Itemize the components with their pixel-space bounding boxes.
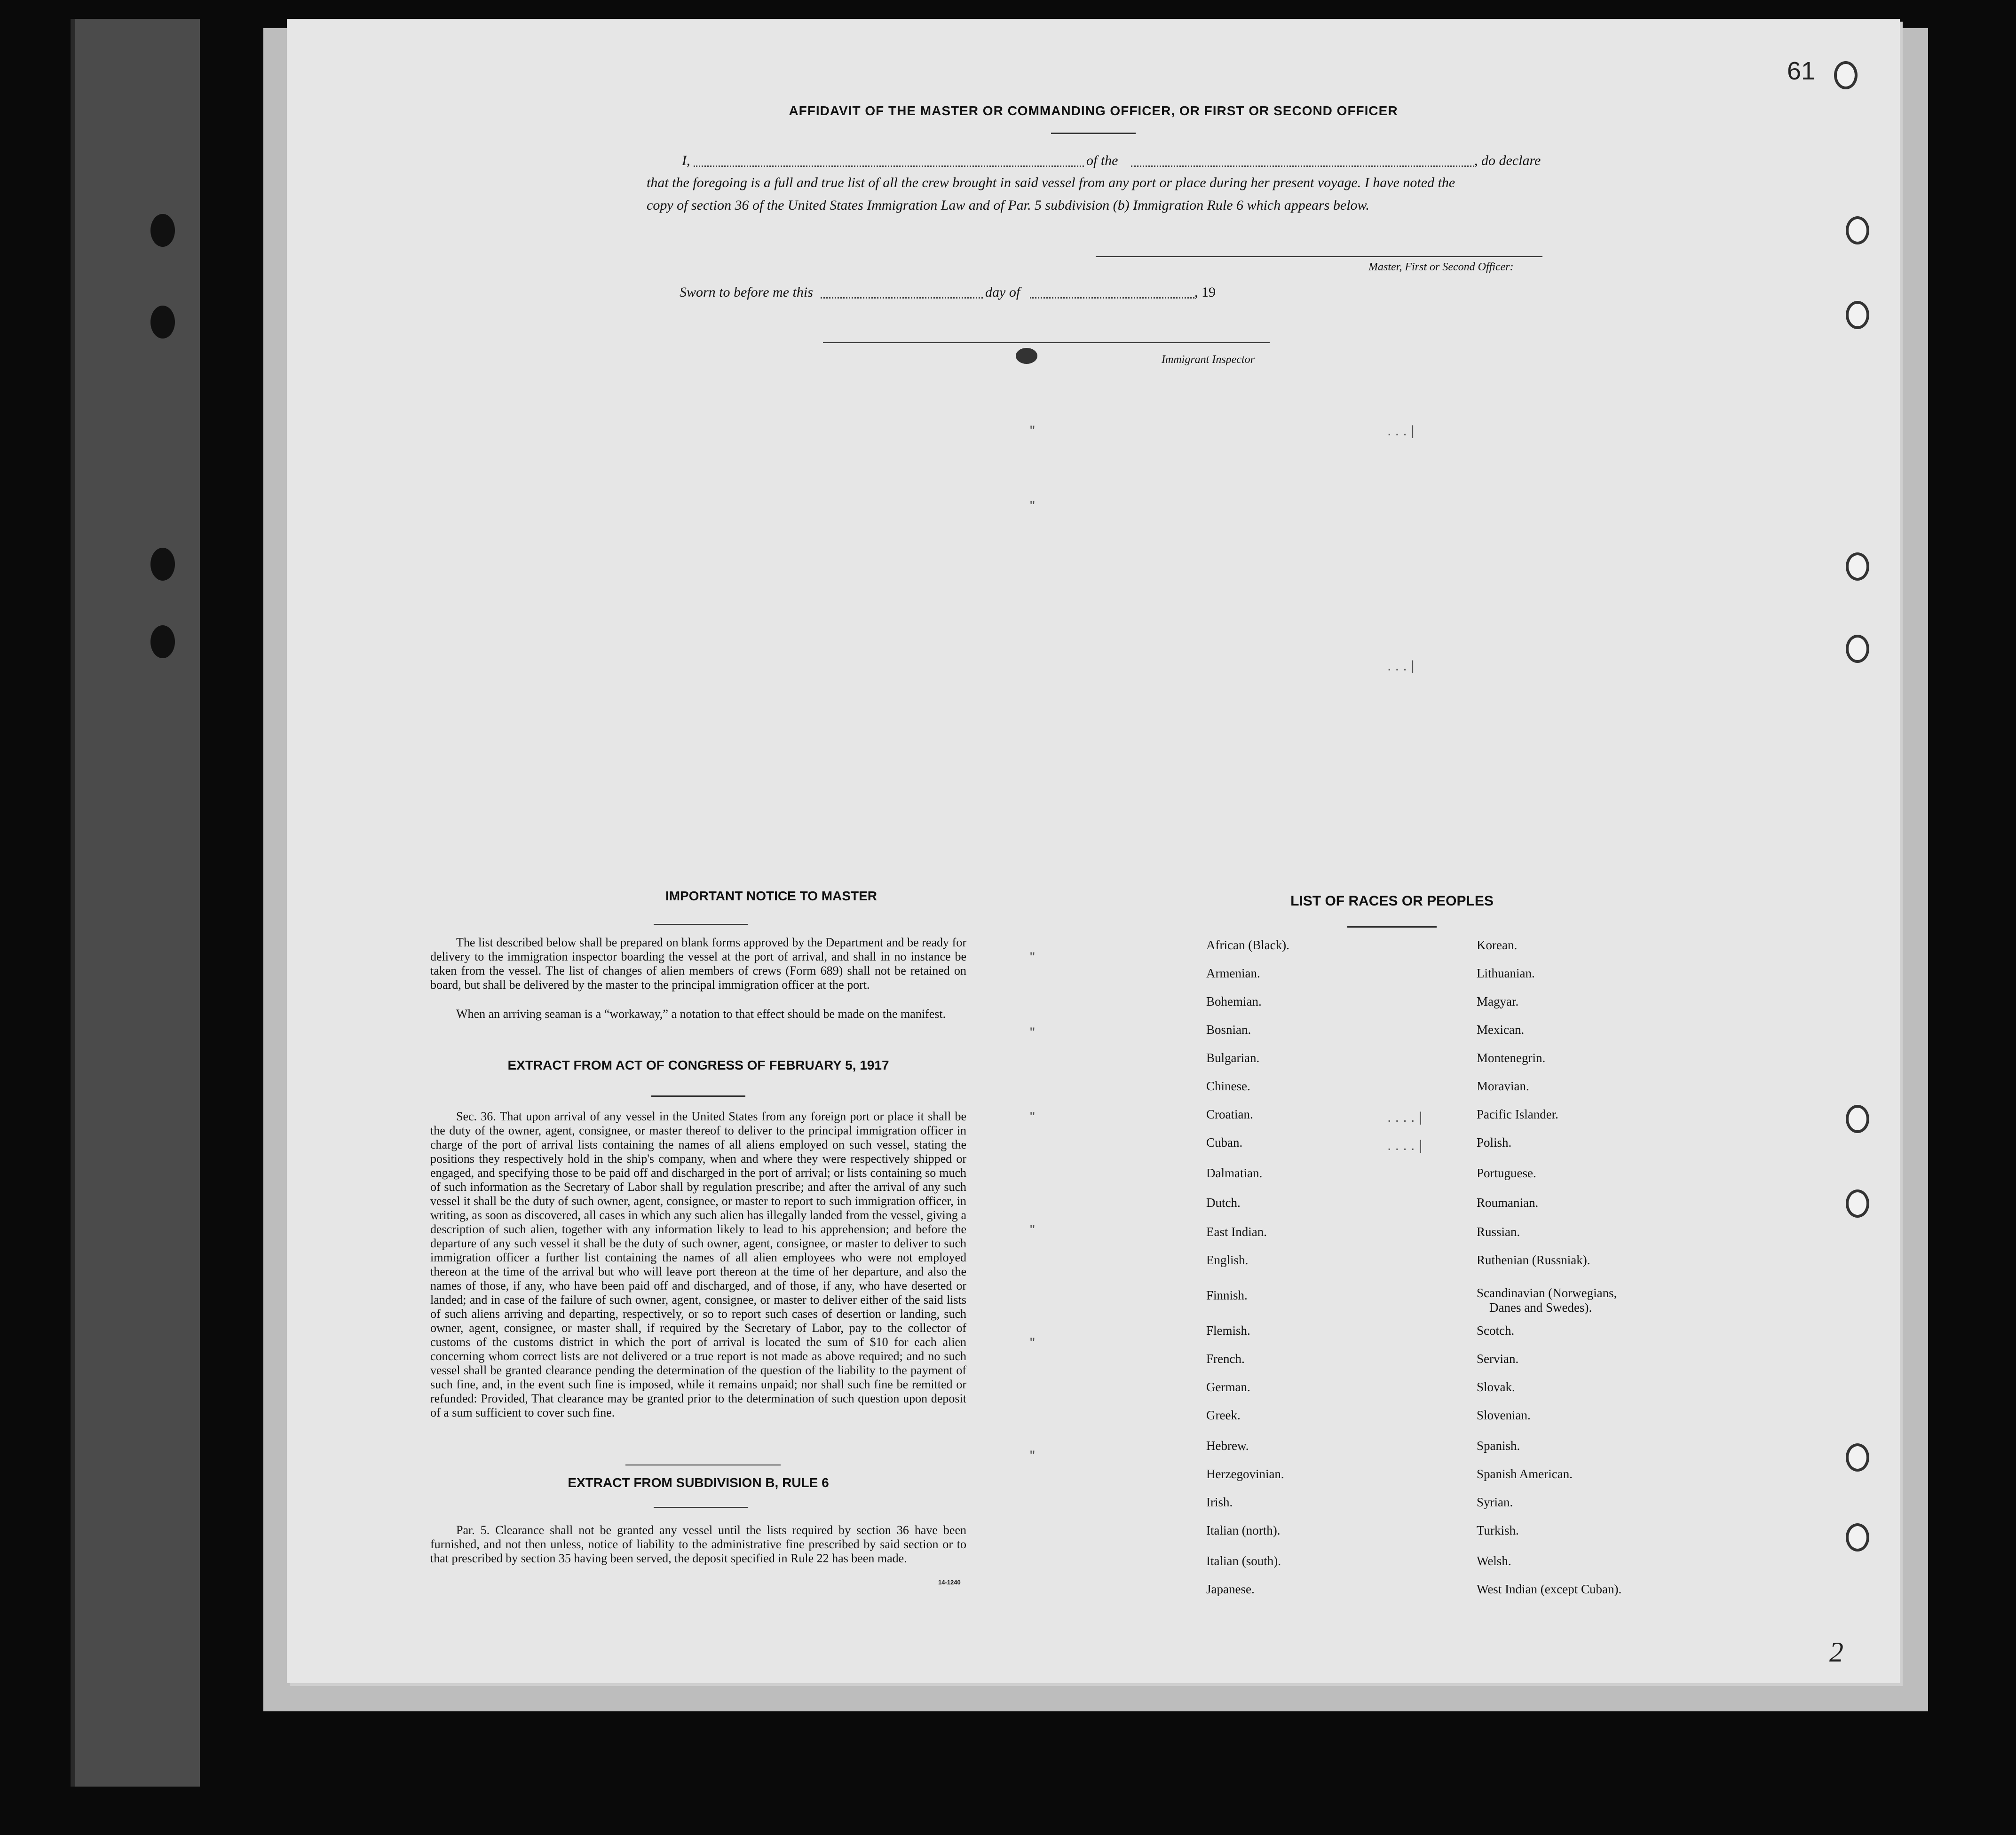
punch-hole: [150, 548, 175, 581]
sworn-label: Sworn to before me this: [680, 284, 813, 300]
race-item: African (Black).: [1206, 938, 1289, 952]
race-item: Servian.: [1477, 1352, 1519, 1366]
divider: [1347, 926, 1437, 928]
races-right-column: [1477, 938, 1759, 1606]
race-item: Bulgarian.: [1206, 1051, 1260, 1065]
sworn-month-field[interactable]: [1030, 297, 1194, 299]
race-item: Syrian.: [1477, 1495, 1513, 1509]
extract-rule-text: Par. 5. Clearance shall not be granted any vessel until the lists required by section 36 have been furnished, and not then unless, notice of liability to the administrative fine prescribed by said section or to that prescribed by section 35 having been served, the deposit specified in Rule 22 has been made.: [430, 1523, 966, 1565]
race-item: East Indian.: [1206, 1225, 1267, 1239]
handwritten-mark: 2: [1829, 1637, 1843, 1668]
punch-hole: [1846, 635, 1869, 663]
divider: [654, 1507, 748, 1508]
race-item: Armenian.: [1206, 966, 1260, 980]
race-item: Slovenian.: [1477, 1408, 1531, 1422]
race-item: Italian (south).: [1206, 1554, 1281, 1568]
signature-line[interactable]: [1096, 256, 1542, 257]
race-item: Croatian.: [1206, 1107, 1253, 1121]
race-item: Dutch.: [1206, 1196, 1241, 1210]
race-item: Greek.: [1206, 1408, 1241, 1422]
race-item: Herzegovinian.: [1206, 1467, 1284, 1481]
race-item: Finnish.: [1206, 1288, 1248, 1302]
master-name-field[interactable]: [694, 165, 1084, 167]
divider: [1051, 133, 1136, 134]
race-item: Portuguese.: [1477, 1166, 1536, 1180]
race-item: Scotch.: [1477, 1323, 1515, 1338]
race-item: Lithuanian.: [1477, 966, 1535, 980]
punch-hole: [150, 625, 175, 658]
punch-hole: [1846, 552, 1869, 581]
punch-hole: [1846, 1105, 1869, 1133]
divider: [654, 924, 748, 925]
race-item: Montenegrin.: [1477, 1051, 1546, 1065]
year-label: , 19: [1194, 284, 1216, 300]
race-item: Moravian.: [1477, 1079, 1529, 1093]
race-item: Irish.: [1206, 1495, 1233, 1509]
race-item: West Indian (except Cuban).: [1477, 1582, 1622, 1596]
race-item: Ruthenian (Russniak).: [1477, 1253, 1590, 1267]
race-item: Cuban.: [1206, 1135, 1243, 1150]
page-number: 61: [1787, 57, 1816, 85]
form-number: 14-1240: [938, 1579, 961, 1586]
race-item: Dalmatian.: [1206, 1166, 1263, 1180]
extract-rule-title: EXTRACT FROM SUBDIVISION B, RULE 6: [568, 1475, 829, 1490]
race-item: Slovak.: [1477, 1380, 1515, 1394]
race-item: Bohemian.: [1206, 994, 1262, 1008]
race-item: Roumanian.: [1477, 1196, 1539, 1210]
inspector-signature-line[interactable]: [823, 342, 1270, 343]
inspector-caption: Immigrant Inspector: [1162, 354, 1255, 366]
race-item: Spanish American.: [1477, 1467, 1573, 1481]
day-of-label: day of: [985, 284, 1020, 300]
race-item: Italian (north).: [1206, 1523, 1281, 1537]
divider: [651, 1095, 745, 1097]
affidavit-line-2: that the foregoing is a full and true list of all the crew brought in said vessel from any port or place during her present voyage. I have noted the: [647, 175, 1455, 190]
adjacent-page-strip: [75, 19, 200, 1787]
punch-hole: [1846, 216, 1869, 244]
races-left-column: [1206, 938, 1441, 1606]
affidavit-i-label: I,: [682, 153, 690, 168]
punch-hole: [1846, 1523, 1869, 1551]
ink-blot: [1016, 348, 1037, 364]
affidavit-of-the-label: of the: [1086, 153, 1118, 168]
punch-hole: [1846, 301, 1869, 329]
races-title: LIST OF RACES OR PEOPLES: [1290, 893, 1494, 909]
extract-act-text: Sec. 36. That upon arrival of any vessel in the United States from any foreign port or place it shall be the duty of the owner, agent, consignee, or master thereof to deliver to the principal immigration officer in charge of the port of arrival lists containing the names of all aliens employed on such vessel, stating the positions they respectively hold in the ship's company, when and where they were respectively shipped or engaged, and specifying those to be paid off and discharged in the port of arrival; or lists containing so much of such information as the Secretary of Labor shall by regulation prescribe; and after the arrival of any such vessel it shall be the duty of such owner, agent, consignee, or master to report to such immigration officer, in writing, as soon as discovered, all cases in which any such alien has illegally landed from the vessel, giving a description of such alien, together with any information likely to lead to his apprehension; and before the departure of any such vessel it shall be the duty of such owner, agent, consignee, or master to deliver to such immigration officer a further list containing the names of all alien employees who were not employed thereon at the time of the arrival but who will leave port thereon at the time of her departure, and also the names of those, if any, who have been paid off and discharged, and of those, if any, who have deserted or landed; and in case of the failure of such owner, agent, consignee, or master to deliver either of the said lists of such aliens arriving and departing, respectively, or so to report such cases of desertion or landing, such owner, agent, consignee, or master shall, if required by the Secretary of Labor, pay to the collector of customs of the customs district in which the port of arrival is located the sum of $10 for each alien concerning whom correct lists are not delivered or a true report is not made as above required; and no such vessel shall be granted clearance pending the determination of the question of the liability to the payment of such fine, and, in the event such fine is imposed, while it remains unpaid; nor shall such fine be remitted or refunded: Provided, That clearance may be granted prior to the determination of such question upon deposit of a sum sufficient to cover such fine.: [430, 1110, 966, 1419]
race-item: Turkish.: [1477, 1523, 1519, 1537]
notice-title: IMPORTANT NOTICE TO MASTER: [665, 889, 878, 903]
signature-caption: Master, First or Second Officer:: [1368, 261, 1514, 273]
punch-hole: [150, 306, 175, 339]
race-item: Bosnian.: [1206, 1023, 1251, 1037]
race-item: Japanese.: [1206, 1582, 1255, 1596]
notice-paragraph-2: When an arriving seaman is a “workaway,” a notation to that effect should be made on the manifest.: [456, 1007, 946, 1021]
extract-act-title: EXTRACT FROM ACT OF CONGRESS OF FEBRUARY 5, 1917: [507, 1058, 889, 1072]
race-item: Russian.: [1477, 1225, 1520, 1239]
race-item: English.: [1206, 1253, 1249, 1267]
race-item: Welsh.: [1477, 1554, 1511, 1568]
race-item: Hebrew.: [1206, 1439, 1249, 1453]
race-item: Spanish.: [1477, 1439, 1520, 1453]
race-item: Flemish.: [1206, 1323, 1250, 1338]
affidavit-declare-label: , do declare: [1474, 153, 1541, 168]
race-item: Magyar.: [1477, 994, 1519, 1008]
punch-hole: [1834, 61, 1858, 89]
race-item: Pacific Islander.: [1477, 1107, 1558, 1121]
race-item: German.: [1206, 1380, 1250, 1394]
race-item: Chinese.: [1206, 1079, 1250, 1093]
notice-paragraph-1: The list described below shall be prepared on blank forms approved by the Department and be ready for delivery to the immigration inspector boarding the vessel at the port of arrival, and shall in no instance be taken from the vessel. The list of changes of alien members of crews (Form 689) shall not be retained on board, but shall be delivered by the master to the principal immigration officer at the port.: [430, 936, 966, 992]
manifest-page: 61 2 AFFIDAVIT OF THE MASTER OR COMMANDING OFFICER, OR FIRST OR SECOND OFFICER I, of the , do declare that the foregoing is a full and true list of all the crew brought in said vessel from any port or place during her present voyage. I have noted the copy of section 36 of the United States Immigration Law and of Par. 5 subdivision (b) Immigration Rule 6 which appears below. Master, First or Second Officer: Sworn to before me this day of , 19 Immigrant Inspector IMPORTANT NOTICE TO MASTER The list described below shall be prepared on blank forms approved by the Department and be ready for delivery to the immigration inspector boarding the vessel at the port of arrival, and shall in no instance be taken from the vessel. The list of changes of alien members of crews (Form 689) shall not be retained on board, but shall be delivered by the master to the principal immigration officer at the port. When an arriving seaman is a “workaway,” a notation to that effect should be made on the manifest. EXTRACT FROM ACT OF CONGRESS OF FEBRUARY 5, 1917 Sec. 36. That upon arrival of any vessel in the United States from any foreign port or place it shall be the duty of the owner, agent, consignee, or master thereof to deliver to the principal immigration officer in charge of the port of arrival lists containing the names of all aliens employed on such vessel, stating the positions they respectively hold in the ship's company, when and where they were respectively shipped or engaged, and specifying those to be paid off and discharged in the port of arrival; or lists containing so much of such information as the Secretary of Labor shall by regulation prescribe; and after the arrival of any such vessel it shall be the duty of such owner, agent, consignee, or master to report to such immigration officer, in writing, as soon as discovered, all cases in which any such alien has illegally landed from the vessel, giving a description of such alien, together with any information likely to lead to his apprehension; and before the departure of any such vessel it shall be the duty of such owner, agent, consignee, or master to deliver to such immigration officer a further list containing the names of all alien employees who were not employed thereon at the time of the arrival but who will leave port thereon at the time of her departure, and also the names of those, if any, who have been paid off and discharged, and of those, if any, who have deserted or landed; and in case of the failure of such owner, agent, consignee, or master to deliver either of the said lists of such aliens arriving and departing, respectively, or so to report such cases of desertion or landing, such owner, agent, consignee, or master shall, if required by the Secretary of Labor, pay to the collector of customs of the customs district in which the port of arrival is located the sum of $10 for each alien concerning whom correct lists are not delivered or a true report is not made as above required; and no such vessel shall be granted clearance pending the determination of the question of the liability to the payment of such fine, and, in the event such fine is imposed, while it remains unpaid; nor shall such fine be remitted or refunded: Provided, That clearance may be granted prior to the determination of such question upon deposit of a sum sufficient to cover such fine. EXTRACT FROM SUBDIVISION B, RULE 6 Par. 5. Clearance shall not be granted any vessel until the lists required by section 36 have been furnished, and not then unless, notice of liability to the administrative fine prescribed by said section or to that prescribed by section 35 having been served, the deposit specified in Rule 22 has been made. 14-1240 LIST OF RACES OR PEOPLES African (Black). Armenian. Bohemian. Bosnian. Bulgarian. Chinese. Croatian. Cuban. Dalmatian. Dutch. East Indian. English. Finnish. Flemish. French. German. Greek. Hebrew. Herzegovinian. Irish. Italian (north). Italian (south). Japanese. Korean. Lithuanian. Magyar. Mexican. Montenegrin. Moravian. Pacific Islander. Polish. Portuguese. Roumanian. Russian. Ruthenian (Russniak). Scandinavian (Norwegians, Danes and Swedes). Scotch. Servian. Slovak. Slovenian. Spanish. Spanish American. Syrian. Turkish. Welsh. West Indian (except Cuban). " " " " " " " " . . . . | . . . . | . . . | . . . |: [287, 19, 1900, 1683]
affidavit-line-3: copy of section 36 of the United States Immigration Law and of Par. 5 subdivision (b) Immigration Rule 6 which appears below.: [647, 197, 1369, 213]
race-item: Mexican.: [1477, 1023, 1525, 1037]
race-item: Scandinavian (Norwegians, Danes and Swedes).: [1477, 1286, 1617, 1315]
race-item: Polish.: [1477, 1135, 1512, 1150]
punch-hole: [150, 214, 175, 247]
race-item: Korean.: [1477, 938, 1518, 952]
race-item: French.: [1206, 1352, 1245, 1366]
punch-hole: [1846, 1189, 1869, 1218]
sworn-day-field[interactable]: [821, 297, 983, 299]
vessel-name-field[interactable]: [1131, 165, 1474, 167]
affidavit-title: AFFIDAVIT OF THE MASTER OR COMMANDING OFFICER, OR FIRST OR SECOND OFFICER: [789, 103, 1398, 118]
punch-hole: [1846, 1443, 1869, 1472]
